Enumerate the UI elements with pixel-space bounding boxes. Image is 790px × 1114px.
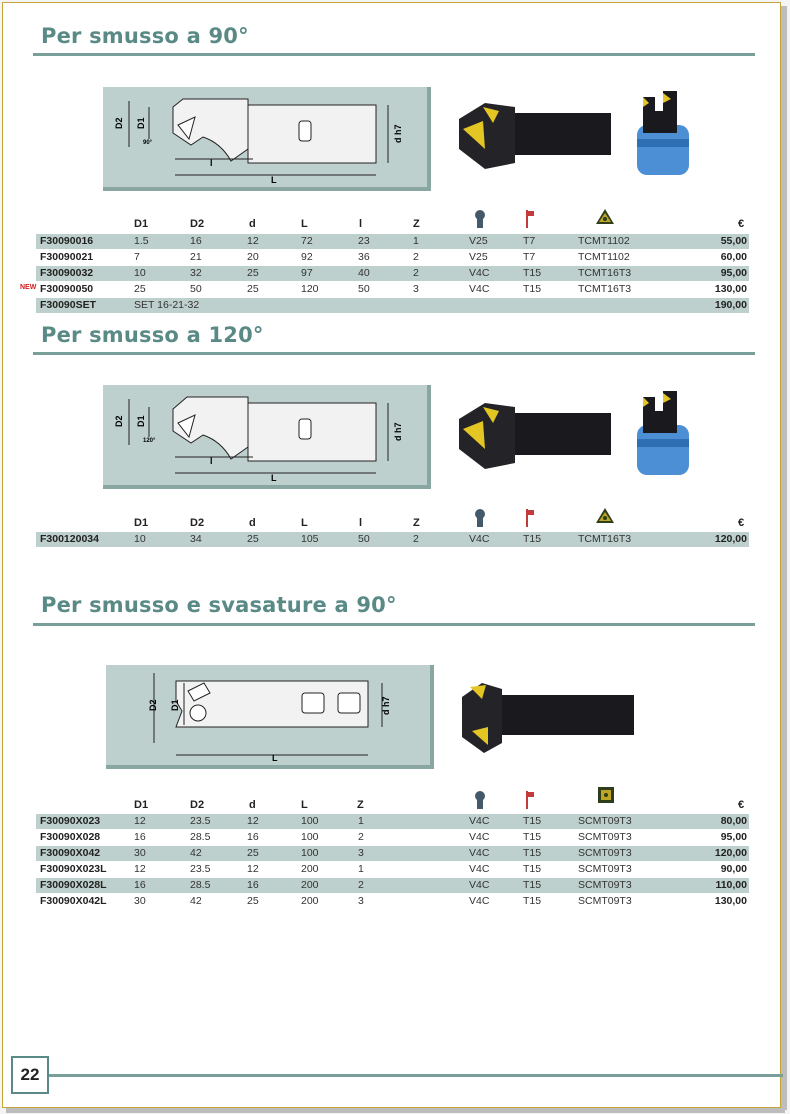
section-rule [33, 352, 755, 355]
dim-dh7: d h7 [393, 422, 403, 441]
cell-insert: TCMT16T3 [578, 267, 632, 279]
square-insert-icon [597, 786, 615, 804]
new-badge: NEW [20, 284, 37, 291]
product-code: F30090X023L [40, 863, 107, 875]
cell-l: 40 [358, 267, 370, 279]
col-price: € [738, 799, 745, 811]
product-code: F30090X042L [40, 895, 107, 907]
table-row [36, 894, 749, 909]
cell-insert: SCMT09T3 [578, 831, 632, 843]
cell-screw: T7 [523, 251, 536, 263]
price: 110,00 [715, 879, 747, 891]
cell-d2: 42 [190, 847, 202, 859]
cell-d: 20 [247, 251, 259, 263]
cell-d: 25 [247, 267, 259, 279]
cell-l: 50 [358, 533, 370, 545]
dim-L: L [271, 175, 277, 185]
table-row [36, 878, 749, 893]
dim-angle: 90° [143, 140, 153, 146]
cell-L: 72 [301, 235, 313, 247]
product-code: F300120034 [40, 533, 99, 545]
col-d2: D2 [190, 517, 205, 529]
dim-d1: D1 [136, 117, 146, 129]
col-L: L [301, 517, 308, 529]
cell-d1: 25 [134, 283, 146, 295]
dim-angle: 120° [143, 438, 156, 444]
cell-insert: TCMT16T3 [578, 283, 632, 295]
cell-d2: 28.5 [190, 831, 211, 843]
insert-set-photo-120 [633, 387, 693, 479]
price: 95,00 [720, 267, 747, 279]
table-row [36, 532, 749, 547]
cell-L: 100 [301, 815, 319, 827]
cell-d1: 10 [134, 533, 146, 545]
cell-d1: 12 [134, 815, 146, 827]
screw-icon [525, 791, 535, 809]
cell-L: 100 [301, 847, 319, 859]
cutter-photo-120 [455, 399, 617, 473]
cell-insert: SCMT09T3 [578, 847, 632, 859]
screw-icon [525, 509, 535, 527]
col-L: L [301, 799, 308, 811]
dim-l: l [210, 158, 213, 168]
cell-z: 2 [358, 831, 364, 843]
price: 190,00 [714, 299, 747, 311]
col-d1: D1 [134, 517, 149, 529]
table-row [36, 234, 749, 249]
price: 95,00 [720, 831, 747, 843]
holder-icon [474, 210, 486, 228]
cell-z: 1 [358, 815, 364, 827]
cell-L: 120 [301, 283, 319, 295]
cell-d2: 28.5 [190, 879, 211, 891]
cell-holder: V4C [469, 267, 490, 279]
col-l: l [359, 218, 363, 230]
cell-insert: SCMT09T3 [578, 863, 632, 875]
cell-holder: V4C [469, 831, 490, 843]
cell-holder: V25 [469, 251, 488, 263]
cell-holder: V25 [469, 235, 488, 247]
product-code: F30090X028L [40, 879, 107, 891]
cell-z: 2 [358, 879, 364, 891]
section-title-90: Per smusso a 90° [41, 24, 249, 48]
col-d1: D1 [134, 799, 149, 811]
section-title-svasature: Per smusso e svasature a 90° [41, 593, 397, 617]
table-row [36, 250, 749, 265]
technical-drawing-120 [103, 385, 431, 489]
cell-d1: 16 [134, 879, 146, 891]
cell-l: 36 [358, 251, 370, 263]
cell-holder: V4C [469, 863, 490, 875]
cell-d: 25 [247, 847, 259, 859]
product-code: F30090021 [40, 251, 94, 263]
technical-drawing-90 [103, 87, 431, 191]
cell-insert: TCMT1102 [578, 251, 630, 263]
cell-d1: 30 [134, 895, 146, 907]
cell-z: 1 [358, 863, 364, 875]
cell-d2: 21 [190, 251, 202, 263]
cell-d: 12 [247, 235, 259, 247]
cell-insert: SCMT09T3 [578, 815, 632, 827]
cell-z: 2 [413, 533, 419, 545]
cell-z: 2 [413, 251, 419, 263]
product-code: F30090X028 [40, 831, 101, 843]
cell-screw: T15 [523, 815, 542, 827]
cell-insert: TCMT16T3 [578, 533, 632, 545]
cell-screw: T15 [523, 895, 542, 907]
dim-dh7: d h7 [381, 696, 391, 715]
col-z: Z [413, 517, 420, 529]
price: 130,00 [714, 895, 747, 907]
col-d1: D1 [134, 218, 149, 230]
price: 55,00 [720, 235, 747, 247]
product-code: F30090050 [40, 283, 94, 295]
dim-d2: D2 [114, 117, 124, 129]
table-row [36, 830, 749, 845]
cell-holder: V4C [469, 895, 490, 907]
product-code: F30090016 [40, 235, 94, 247]
cell-z: 3 [358, 895, 364, 907]
cell-d2: 50 [190, 283, 202, 295]
dim-d2: D2 [148, 699, 158, 711]
price: 80,00 [720, 815, 747, 827]
section-title-120: Per smusso a 120° [41, 323, 264, 347]
cell-d2: 23.5 [190, 863, 211, 875]
cell-d: 16 [247, 879, 259, 891]
section-rule [33, 623, 755, 626]
cell-d2: 32 [190, 267, 202, 279]
product-code: F30090X042 [40, 847, 101, 859]
cell-z: 3 [413, 283, 419, 295]
cell-d2: 34 [190, 533, 202, 545]
col-d2: D2 [190, 799, 205, 811]
dim-L: L [272, 753, 278, 763]
cutter-photo-90 [455, 99, 617, 173]
cell-L: 92 [301, 251, 313, 263]
table-row [36, 266, 749, 281]
cell-screw: T15 [523, 847, 542, 859]
cell-L: 200 [301, 863, 319, 875]
product-code: F30090032 [40, 267, 94, 279]
cell-screw: T15 [523, 831, 542, 843]
dim-l: l [210, 456, 213, 466]
cell-z: 3 [358, 847, 364, 859]
cell-d1: 30 [134, 847, 146, 859]
table-row [36, 846, 749, 861]
cell-screw: T15 [523, 267, 542, 279]
cell-d: 25 [247, 283, 259, 295]
price: 120,00 [714, 847, 747, 859]
table-row [36, 862, 749, 877]
cutter-photo-svasature [458, 677, 638, 757]
cell-L: 105 [301, 533, 319, 545]
cell-holder: V4C [469, 847, 490, 859]
col-L: L [301, 218, 308, 230]
table-row [36, 298, 749, 313]
triangle-insert-icon [595, 507, 615, 524]
cell-d1: 10 [134, 267, 146, 279]
col-z: Z [357, 799, 364, 811]
cell-insert: SCMT09T3 [578, 895, 632, 907]
screw-icon [525, 210, 535, 228]
col-d: d [249, 517, 256, 529]
cell-L: 200 [301, 879, 319, 891]
cell-d1: SET 16-21-32 [134, 299, 200, 311]
cell-d: 12 [247, 863, 259, 875]
cell-holder: V4C [469, 283, 490, 295]
price: 60,00 [720, 251, 747, 263]
cell-holder: V4C [469, 815, 490, 827]
footer-rule [49, 1074, 783, 1077]
cell-screw: T15 [523, 533, 542, 545]
dim-d1: D1 [136, 415, 146, 427]
col-l: l [359, 517, 363, 529]
col-d2: D2 [190, 218, 205, 230]
cell-d: 16 [247, 831, 259, 843]
cell-d1: 1.5 [134, 235, 149, 247]
cell-d: 25 [247, 895, 259, 907]
cell-screw: T15 [523, 863, 542, 875]
insert-set-photo-90 [633, 87, 693, 179]
product-code: F30090X023 [40, 815, 101, 827]
table-row [36, 814, 749, 829]
col-price: € [738, 517, 745, 529]
table-row [36, 282, 749, 297]
cell-insert: TCMT1102 [578, 235, 630, 247]
cell-L: 97 [301, 267, 313, 279]
price: 130,00 [714, 283, 747, 295]
cell-d2: 42 [190, 895, 202, 907]
price: 90,00 [720, 863, 747, 875]
dim-L: L [271, 473, 277, 483]
cell-z: 2 [413, 267, 419, 279]
cell-holder: V4C [469, 879, 490, 891]
col-z: Z [413, 218, 420, 230]
cell-d: 25 [247, 533, 259, 545]
holder-icon [474, 791, 486, 809]
holder-icon [474, 509, 486, 527]
col-price: € [738, 218, 745, 230]
price: 120,00 [714, 533, 747, 545]
cell-l: 50 [358, 283, 370, 295]
cell-z: 1 [413, 235, 419, 247]
col-d: d [249, 799, 256, 811]
cell-holder: V4C [469, 533, 490, 545]
cell-L: 200 [301, 895, 319, 907]
cell-screw: T15 [523, 879, 542, 891]
cell-d1: 7 [134, 251, 140, 263]
cell-d1: 12 [134, 863, 146, 875]
cell-insert: SCMT09T3 [578, 879, 632, 891]
triangle-insert-icon [595, 208, 615, 225]
cell-d1: 16 [134, 831, 146, 843]
catalog-page [2, 2, 781, 1108]
cell-screw: T15 [523, 283, 542, 295]
cell-d2: 16 [190, 235, 202, 247]
technical-drawing-svasature [106, 665, 434, 769]
cell-d2: 23.5 [190, 815, 211, 827]
page-number: 22 [11, 1056, 49, 1094]
product-code: F30090SET [40, 299, 97, 311]
cell-l: 23 [358, 235, 370, 247]
dim-dh7: d h7 [393, 124, 403, 143]
cell-screw: T7 [523, 235, 536, 247]
dim-d2: D2 [114, 415, 124, 427]
dim-d1: D1 [170, 699, 180, 711]
cell-d: 12 [247, 815, 259, 827]
section-rule [33, 53, 755, 56]
col-d: d [249, 218, 256, 230]
cell-L: 100 [301, 831, 319, 843]
